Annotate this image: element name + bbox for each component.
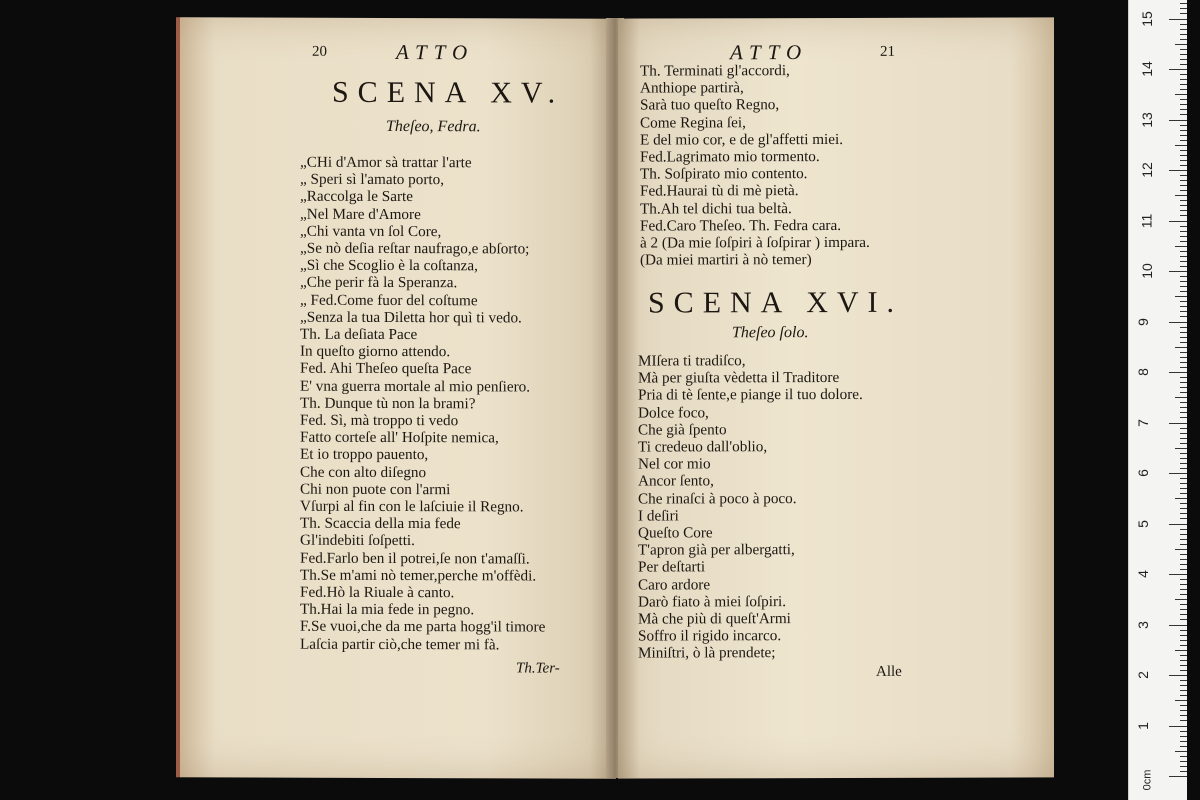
ruler-tick	[1180, 569, 1187, 570]
verse-line: „Se nò deſia reſtar naufrago,e abſorto;	[300, 239, 530, 258]
ruler-tick	[1180, 74, 1187, 75]
ruler-number: 1	[1134, 721, 1151, 730]
ruler-tick	[1180, 226, 1187, 227]
ruler-tick	[1169, 776, 1187, 777]
verse-line: I deſiri	[638, 507, 679, 525]
ruler-tick	[1180, 670, 1187, 671]
ruler-tick	[1180, 660, 1187, 661]
ruler-tick	[1180, 630, 1187, 631]
verse-lines	[640, 62, 870, 269]
verse-line: Per deſtarti	[638, 558, 706, 576]
verse-line: MIſera ti tradiſco,	[638, 352, 746, 370]
ruler-tick	[1180, 49, 1187, 50]
ruler-tick	[1180, 316, 1187, 317]
ruler-tick	[1180, 8, 1187, 9]
ruler-tick	[1180, 337, 1187, 338]
ruler-tick	[1180, 367, 1187, 368]
verse-line: Th. Dunque tù non la brami?	[300, 394, 476, 413]
catchword: Alle	[876, 663, 902, 680]
verse-line: Nel cor mio	[638, 455, 711, 473]
ruler-tick	[1180, 680, 1187, 681]
ruler-tick	[1180, 584, 1187, 585]
scene-characters: Theſeo, Fedra.	[386, 117, 481, 136]
scene-title: SCENA XV.	[332, 75, 565, 110]
left-page	[176, 17, 616, 779]
ruler-tick	[1180, 468, 1187, 469]
verse-line: „ Speri sì l'amato porto,	[300, 170, 445, 189]
ruler-tick	[1180, 685, 1187, 686]
verse-line: Laſcia partir ciò,che temer mi fà.	[300, 635, 500, 654]
verse-line: à 2 (Da mie ſoſpiri à ſoſpirar ) impara.	[640, 233, 870, 252]
ruler-tick	[1180, 231, 1187, 232]
ruler-tick	[1180, 554, 1187, 555]
ruler-tick	[1180, 175, 1187, 176]
page-number: 21	[880, 43, 895, 60]
ruler-number: 2	[1134, 671, 1151, 679]
ruler-number: 8	[1134, 368, 1151, 376]
ruler-tick	[1180, 534, 1187, 535]
ruler-number: 12	[1138, 162, 1155, 178]
ruler-tick	[1180, 640, 1187, 641]
ruler-tick	[1175, 195, 1187, 196]
verse-line: Caro ardore	[638, 575, 711, 594]
verse-line: Dolce foco,	[638, 403, 709, 422]
verse-line: F.Se vuoi,che da me parta hogg'il timore	[300, 618, 546, 637]
verse-line: Th.Ah tel dichi tua beltà.	[640, 199, 792, 218]
ruler-tick	[1180, 433, 1187, 434]
ruler-tick	[1180, 766, 1187, 767]
ruler-tick	[1180, 402, 1187, 403]
ruler-tick	[1180, 539, 1187, 540]
ruler-tick	[1175, 347, 1187, 348]
ruler-tick	[1180, 104, 1187, 105]
ruler-unit-label: 0cm	[1141, 769, 1154, 791]
ruler-tick	[1180, 79, 1187, 80]
ruler-tick	[1180, 493, 1187, 494]
ruler-tick	[1180, 655, 1187, 656]
ruler-tick	[1180, 417, 1187, 418]
ruler-tick	[1180, 635, 1187, 636]
ruler-tick	[1180, 564, 1187, 565]
ruler-tick	[1180, 604, 1187, 605]
ruler-tick	[1180, 407, 1187, 408]
verse-line: Mà che più di queſt'Armi	[638, 610, 791, 628]
scene-title: SCENA XVI.	[648, 285, 904, 320]
ruler-tick	[1180, 180, 1187, 181]
verse-line: Ti credeuo dall'oblio,	[638, 438, 768, 456]
ruler-tick	[1180, 311, 1187, 312]
ruler-tick	[1169, 726, 1187, 727]
ruler-number: 4	[1134, 570, 1151, 578]
ruler-tick	[1169, 372, 1187, 373]
ruler-tick	[1180, 761, 1187, 762]
ruler-tick	[1180, 645, 1187, 646]
ruler-tick	[1169, 625, 1187, 626]
verse-line: „Che perir fà la Speranza.	[300, 274, 458, 292]
verse-line: E' vna guerra mortale al mio penſiero.	[300, 377, 531, 396]
ruler-tick	[1175, 296, 1187, 297]
ruler-tick	[1180, 241, 1187, 242]
ruler-tick	[1175, 650, 1187, 651]
ruler-tick	[1180, 579, 1187, 580]
verse-line: Fed. Ahi Theſeo queſta Pace	[300, 360, 472, 378]
verse-line: Th.Se m'ami nò temer,perche m'offèdi.	[300, 566, 537, 585]
verse-line: Darò fiato à miei ſoſpiri.	[638, 592, 787, 611]
scene-characters: Theſeo ſolo.	[732, 324, 809, 342]
ruler-tick	[1180, 609, 1187, 610]
ruler-tick	[1180, 508, 1187, 509]
ruler-tick	[1180, 352, 1187, 353]
ruler-tick	[1175, 145, 1187, 146]
ruler-tick	[1169, 69, 1187, 70]
measuring-ruler	[1128, 0, 1187, 800]
ruler-tick	[1180, 140, 1187, 141]
ruler-tick	[1180, 286, 1187, 287]
ruler-tick	[1180, 771, 1187, 772]
ruler-tick	[1180, 251, 1187, 252]
verse-line: „Sì che Scoglio è la coſtanza,	[300, 256, 478, 275]
verse-lines	[638, 352, 863, 662]
ruler-number: 10	[1138, 263, 1155, 279]
ruler-tick	[1180, 458, 1187, 459]
ruler-tick	[1180, 256, 1187, 257]
ruler-number: 11	[1138, 213, 1155, 228]
verse-line: Th.Hai la mia fede in pegno.	[300, 600, 475, 619]
ruler-tick	[1180, 518, 1187, 519]
ruler-tick	[1180, 130, 1187, 131]
ruler-tick	[1180, 756, 1187, 757]
ruler-tick	[1180, 731, 1187, 732]
ruler-tick	[1180, 488, 1187, 489]
ruler-tick	[1180, 428, 1187, 429]
ruler-tick	[1180, 13, 1187, 14]
ruler-tick	[1180, 715, 1187, 716]
verse-line: Che con alto diſegno	[300, 463, 427, 481]
verse-line: E del mio cor, e de gl'affetti miei.	[640, 130, 844, 149]
ruler-tick	[1180, 453, 1187, 454]
ruler-tick	[1180, 205, 1187, 206]
ruler-tick	[1180, 544, 1187, 545]
ruler-tick	[1169, 675, 1187, 676]
ruler-tick	[1180, 614, 1187, 615]
ruler-number: 6	[1134, 469, 1151, 477]
verse-line: Fed.Farlo ben il potrei,ſe non t'amaſſi.	[300, 549, 530, 568]
ruler-tick	[1180, 559, 1187, 560]
ruler-tick	[1180, 710, 1187, 711]
ruler-tick	[1169, 423, 1187, 424]
ruler-tick	[1180, 483, 1187, 484]
verse-line: Che rinaſci à poco à poco.	[638, 489, 797, 508]
ruler-tick	[1175, 498, 1187, 499]
ruler-tick	[1180, 382, 1187, 383]
verse-line: Et io troppo pauento,	[300, 446, 429, 464]
ruler-tick	[1180, 594, 1187, 595]
verse-line: „Senza la tua Diletta hor quì ti vedo.	[300, 308, 522, 327]
ruler-tick	[1169, 473, 1187, 474]
ruler-tick	[1180, 39, 1187, 40]
ruler-tick	[1180, 665, 1187, 666]
ruler-tick	[1180, 150, 1187, 151]
ruler-tick	[1180, 3, 1187, 4]
ruler-tick	[1180, 362, 1187, 363]
running-head: ATTO	[396, 40, 475, 65]
ruler-tick	[1175, 599, 1187, 600]
verse-line: Miniſtri, ò là prendete;	[638, 644, 776, 662]
ruler-tick	[1180, 200, 1187, 201]
verse-line: Anthiope partirà,	[640, 79, 744, 97]
ruler-tick	[1180, 266, 1187, 267]
ruler-tick	[1180, 165, 1187, 166]
verse-line: Th. Soſpirato mio contento.	[640, 165, 808, 183]
ruler-tick	[1180, 99, 1187, 100]
ruler-tick	[1169, 221, 1187, 222]
verse-line: T'apron già per albergatti,	[638, 541, 795, 559]
ruler-tick	[1175, 44, 1187, 45]
ruler-tick	[1169, 19, 1187, 20]
ruler-tick	[1180, 59, 1187, 60]
verse-line: Th. Terminati gl'accordi,	[640, 62, 790, 80]
verse-line: Mà per giuſta vèdetta il Traditore	[638, 369, 840, 387]
ruler-tick	[1180, 301, 1187, 302]
ruler-tick	[1169, 170, 1187, 171]
verse-line: Fed.Haurai tù di mè pietà.	[640, 182, 799, 200]
ruler-number: 14	[1138, 61, 1155, 77]
verse-line: Pria di tè ſente,e piange il tuo dolore.	[638, 386, 863, 404]
verse-line: „Raccolga le Sarte	[300, 188, 414, 206]
ruler-tick	[1180, 84, 1187, 85]
ruler-tick	[1180, 24, 1187, 25]
ruler-tick	[1180, 34, 1187, 35]
ruler-tick	[1180, 64, 1187, 65]
ruler-tick	[1180, 190, 1187, 191]
open-book	[176, 18, 1056, 780]
ruler-tick	[1180, 478, 1187, 479]
verse-line: Queſto Core	[638, 524, 713, 542]
ruler-tick	[1175, 448, 1187, 449]
ruler-tick	[1169, 574, 1187, 575]
ruler-tick	[1169, 322, 1187, 323]
verse-line: „Chi vanta vn ſol Core,	[300, 222, 442, 240]
ruler-tick	[1180, 327, 1187, 328]
verse-line: Soffro il rigido incarco.	[638, 627, 782, 645]
ruler-tick	[1180, 529, 1187, 530]
verse-line: Come Regina ſei,	[640, 113, 746, 132]
ruler-tick	[1175, 751, 1187, 752]
ruler-tick	[1180, 210, 1187, 211]
ruler-number: 13	[1138, 111, 1155, 128]
verse-line: Sarà tuo queſto Regno,	[640, 96, 780, 114]
verse-line: „CHi d'Amor sà trattar l'arte	[300, 153, 472, 172]
verse-line: (Da miei martiri à nò temer)	[640, 251, 812, 269]
verse-line: Th. La deſiata Pace	[300, 325, 418, 344]
ruler-tick	[1180, 155, 1187, 156]
ruler-tick	[1180, 89, 1187, 90]
ruler-tick	[1180, 29, 1187, 30]
ruler-tick	[1180, 185, 1187, 186]
ruler-tick	[1175, 246, 1187, 247]
ruler-tick	[1180, 236, 1187, 237]
running-head: ATTO	[730, 40, 809, 65]
ruler-tick	[1180, 589, 1187, 590]
ruler-tick	[1180, 438, 1187, 439]
ruler-tick	[1180, 412, 1187, 413]
ruler-number: 3	[1134, 620, 1151, 629]
verse-line: Th. Scaccia della mia fede	[300, 514, 461, 533]
ruler-tick	[1180, 109, 1187, 110]
ruler-number: 9	[1134, 317, 1151, 326]
ruler-tick	[1180, 463, 1187, 464]
ruler-tick	[1169, 271, 1187, 272]
catchword: Th.Ter-	[516, 660, 560, 677]
ruler-tick	[1180, 281, 1187, 282]
verse-line: Fed.Lagrimato mio tormento.	[640, 148, 820, 166]
ruler-tick	[1180, 160, 1187, 161]
ruler-tick	[1180, 741, 1187, 742]
verse-line: „Nel Mare d'Amore	[300, 205, 421, 223]
verse-line: Fed.Caro Theſeo. Th. Fedra cara.	[640, 216, 842, 235]
ruler-tick	[1180, 503, 1187, 504]
ruler-tick	[1180, 276, 1187, 277]
verse-line: Vſurpi al fin con le laſciuie il Regno.	[300, 497, 524, 516]
ruler-tick	[1180, 387, 1187, 388]
verse-lines	[300, 154, 545, 654]
ruler-number: 7	[1134, 418, 1151, 427]
ruler-tick	[1169, 524, 1187, 525]
ruler-tick	[1180, 392, 1187, 393]
ruler-tick	[1180, 125, 1187, 126]
ruler-tick	[1180, 291, 1187, 292]
ruler-tick	[1180, 332, 1187, 333]
right-page	[618, 17, 1054, 778]
ruler-tick	[1175, 397, 1187, 398]
ruler-number: 15	[1138, 10, 1155, 27]
page-number: 20	[312, 43, 327, 60]
ruler-tick	[1180, 135, 1187, 136]
ruler-tick	[1180, 215, 1187, 216]
ruler-tick	[1175, 700, 1187, 701]
verse-line: Fed.Hò la Riuale à canto.	[300, 583, 455, 602]
ruler-tick	[1180, 114, 1187, 115]
ruler-number: 5	[1134, 519, 1151, 528]
verse-line: Gl'indebiti ſoſpetti.	[300, 532, 415, 550]
ruler-tick	[1180, 443, 1187, 444]
ruler-tick	[1169, 120, 1187, 121]
ruler-tick	[1180, 619, 1187, 620]
ruler-tick	[1180, 720, 1187, 721]
ruler-tick	[1180, 342, 1187, 343]
ruler-tick	[1180, 695, 1187, 696]
verse-line: „ Fed.Come fuor del coſtume	[300, 291, 478, 309]
ruler-tick	[1180, 377, 1187, 378]
ruler-tick	[1180, 357, 1187, 358]
ruler-tick	[1180, 736, 1187, 737]
verse-line: Fatto corteſe all' Hoſpite nemica,	[300, 428, 499, 447]
verse-line: In queſto giorno attendo.	[300, 342, 451, 361]
verse-line: Che già ſpento	[638, 421, 727, 439]
ruler-tick	[1180, 306, 1187, 307]
ruler-tick	[1175, 94, 1187, 95]
ruler-tick	[1180, 746, 1187, 747]
verse-line: Fed. Sì, mà troppo ti vedo	[300, 411, 459, 430]
ruler-tick	[1180, 54, 1187, 55]
verse-line: Ancor ſento,	[638, 472, 714, 490]
ruler-tick	[1180, 513, 1187, 514]
ruler-tick	[1175, 549, 1187, 550]
ruler-tick	[1180, 690, 1187, 691]
verse-line: Chi non puote con l'armi	[300, 480, 451, 499]
ruler-tick	[1180, 705, 1187, 706]
ruler-tick	[1180, 261, 1187, 262]
